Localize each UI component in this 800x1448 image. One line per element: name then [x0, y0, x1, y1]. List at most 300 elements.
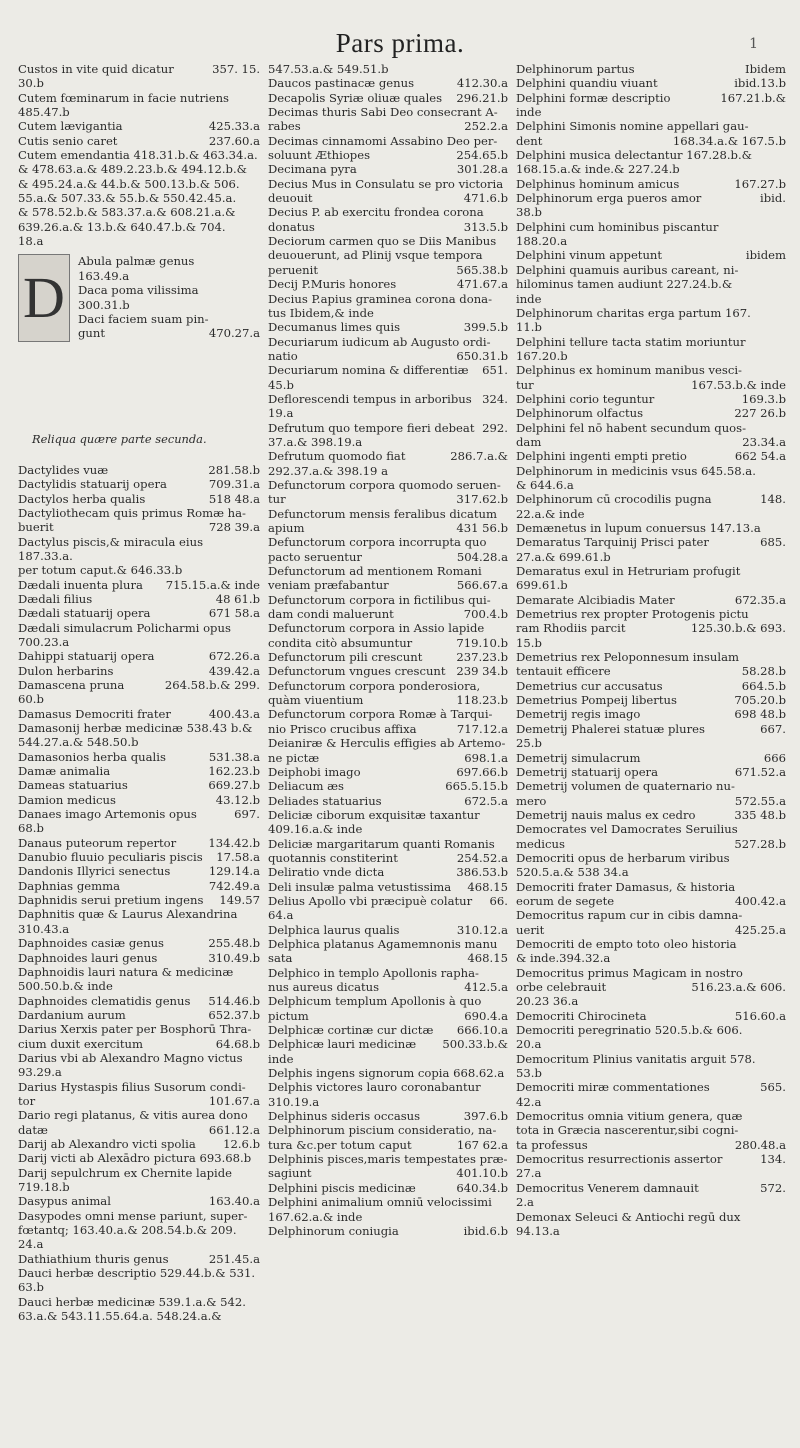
index-entry [78, 254, 260, 268]
index-entry [18, 1209, 260, 1223]
entry-text: Demetrius rex Peloponnesum insulam [516, 650, 739, 665]
entry-text: Darij sepulchrum ex Chernite lapide [18, 1165, 233, 1180]
entry-text: donatus [268, 219, 315, 234]
index-entry [516, 564, 786, 578]
entry-text: 163.49.a [78, 268, 130, 283]
entry-text: Defunctorum ad mentionem Romani [268, 564, 482, 579]
entry-reference: 280.48.a [734, 1137, 786, 1152]
index-entry [78, 269, 260, 283]
entry-reference: 471.6.b [463, 191, 508, 206]
entry-text: Delphini quandiu viuant [516, 76, 658, 91]
entry-text: Daphnoides clematidis genus [18, 993, 191, 1008]
index-entry [268, 507, 508, 521]
entry-text: Delphini musica delectantur 167.28.b.& [516, 148, 752, 163]
entry-text: Demetrij regis imago [516, 707, 641, 722]
index-entry [268, 894, 508, 908]
index-entry [18, 893, 260, 907]
entry-text: 639.26.a.& 13.b.& 640.47.b.& 704. [18, 219, 226, 234]
entry-text: 310.19.a [268, 1094, 320, 1109]
entry-text: Delphinis pisces,maris tempestates præ- [268, 1152, 508, 1167]
entry-text: Decuriarum nomina & differentiæ [268, 363, 469, 378]
index-entry [18, 1166, 260, 1180]
index-entry [516, 722, 786, 736]
entry-text: 38.b [516, 205, 542, 220]
index-entry [268, 1066, 508, 1080]
entry-reference: 652.37.b [208, 1007, 260, 1022]
entry-text: Abula palmæ genus [78, 254, 195, 269]
entry-text: Daphnoides casiæ genus [18, 936, 164, 951]
index-entry [18, 520, 260, 534]
index-entry [516, 220, 786, 234]
entry-text: Demarate Alcibiadis Mater [516, 592, 675, 607]
index-entry [516, 894, 786, 908]
col1-bottom-entries [18, 463, 260, 1324]
entry-text: Deliciæ margaritarum quanti Romanis [268, 836, 495, 851]
entry-reference: ibid.13.b [734, 76, 786, 91]
index-entry [268, 1166, 508, 1180]
entry-text: 19.a [268, 406, 294, 421]
entry-text: Damasonios herba qualis [18, 749, 166, 764]
index-entry [268, 1123, 508, 1137]
entry-text: Decuriarum iudicum ab Augusto ordi- [268, 334, 491, 349]
entry-text: Danaes imago Artemonis opus [18, 807, 197, 822]
index-entry [18, 1151, 260, 1165]
index-entry [516, 1166, 786, 1180]
entry-text: 42.a [516, 1094, 542, 1109]
entry-text: Delphinorum partus [516, 62, 635, 76]
entry-text: Darius vbi ab Alexandro Magno victus [18, 1050, 243, 1065]
entry-reference: 335 48.b [734, 807, 786, 822]
index-entry [516, 1109, 786, 1123]
entry-text: & inde.394.32.a [516, 951, 611, 966]
index-entry [18, 664, 260, 678]
entry-reference: 125.30.b.& 693. [690, 621, 786, 636]
index-entry [516, 779, 786, 793]
entry-text: Delphinorum coniugia [268, 1223, 399, 1238]
index-entry [18, 1295, 260, 1309]
entry-text: Delphinorum cū crocodilis pugna [516, 492, 712, 507]
entry-text: inde [516, 291, 542, 306]
entry-text: Demetrij nauis malus ex cedro [516, 807, 696, 822]
index-entry [516, 76, 786, 90]
entry-text: Delius Apollo vbi præcipuè colatur [268, 893, 473, 908]
entry-text: Daphnias gemma [18, 878, 121, 893]
entry-text: Decimas thuris Sabi Deo consecrant A- [268, 105, 498, 120]
entry-text: Decapolis Syriæ oliuæ quales [268, 90, 443, 105]
entry-reference: 698 48.b [734, 707, 786, 722]
index-entry [268, 1152, 508, 1166]
entry-reference: 167.27.b [734, 176, 786, 191]
entry-text: tota in Græcia nascerentur,sibi cogni- [516, 1123, 739, 1138]
entry-text: Delphini vinum appetunt [516, 248, 663, 263]
entry-text: Deliciæ ciborum exquisitæ taxantur [268, 807, 480, 822]
index-entry [18, 1252, 260, 1266]
index-entry [516, 550, 786, 564]
entry-reference: 669.27.b [208, 778, 260, 793]
entry-text: Defrutum quo tempore fieri debeat [268, 420, 475, 435]
entry-text: Daphnoidis lauri natura & medicinæ [18, 964, 234, 979]
entry-text: peruenit [268, 262, 318, 277]
entry-text: Daci faciem suam pin- [78, 311, 209, 326]
index-entry [516, 205, 786, 219]
entry-reference: 471.67.a [456, 277, 508, 292]
entry-reference: 715.15.a.& inde [165, 577, 260, 592]
entry-text: quotannis constiterint [268, 850, 398, 865]
index-entry [18, 463, 260, 477]
entry-reference: 252.2.a [464, 119, 508, 134]
index-entry [268, 808, 508, 822]
index-entry [268, 363, 508, 377]
entry-text: Delphini cum hominibus piscantur [516, 219, 719, 234]
index-entry [516, 1152, 786, 1166]
entry-reference: 514.46.b [208, 993, 260, 1008]
entry-text: Decij P.Muris honores [268, 277, 397, 292]
index-entry [516, 421, 786, 435]
entry-text: Demaratus Tarquinij Prisci pater [516, 535, 709, 550]
entry-reference: 292. [482, 420, 508, 435]
entry-reference: 286.7.a.& [450, 449, 508, 464]
entry-text: Dandonis Illyrici senectus [18, 864, 171, 879]
entry-text: Delphini corio teguntur [516, 391, 655, 406]
index-entry [516, 1095, 786, 1109]
entry-text: Damascena pruna [18, 677, 125, 692]
index-entry [18, 134, 260, 148]
entry-text: Democriti miræ commentationes [516, 1080, 710, 1095]
entry-text: Delphini ingenti empti pretio [516, 449, 687, 464]
index-entry [18, 1123, 260, 1137]
entry-text: rabes [268, 119, 301, 134]
entry-reference: 301.28.a [456, 162, 508, 177]
index-entry [516, 650, 786, 664]
entry-reference: 690.4.a [464, 1008, 508, 1023]
entry-reference: 566.67.a [456, 578, 508, 593]
index-entry [18, 1194, 260, 1208]
entry-reference: 671 58.a [208, 606, 260, 621]
entry-reference: 527.28.b [734, 836, 786, 851]
entry-text: 94.13.a [516, 1223, 560, 1238]
entry-text: Defunctorum corpora in Assio lapide [268, 621, 485, 636]
entry-text: gunt [78, 326, 106, 341]
index-entry [268, 464, 508, 478]
entry-reference: 101.67.a [208, 1093, 260, 1108]
index-entry [18, 1237, 260, 1251]
index-entry [268, 636, 508, 650]
entry-text: dent [516, 133, 543, 148]
entry-text: 93.29.a [18, 1065, 62, 1080]
index-entry [18, 1094, 260, 1108]
entry-text: Dameas statuarius [18, 778, 128, 793]
index-entry [18, 1008, 260, 1022]
entry-text: 520.5.a.& 538 34.a [516, 865, 629, 880]
entry-text: Decius P. ab exercitu frondea corona [268, 205, 484, 220]
entry-reference: 167.21.b.& [720, 90, 786, 105]
entry-text: Damæ animalia [18, 764, 111, 779]
entry-text: Defunctorum corpora ponderosiora, [268, 678, 481, 693]
index-entry [18, 864, 260, 878]
entry-text: Democritus omnia vitium genera, quæ [516, 1109, 743, 1124]
index-entry [78, 326, 260, 340]
index-entry [516, 707, 786, 721]
index-entry [268, 621, 508, 635]
entry-reference: 672.26.a [208, 649, 260, 664]
entry-text: 15.b [516, 635, 542, 650]
entry-text: Demetrij volumen de quaternario nu- [516, 779, 735, 794]
index-entry [268, 994, 508, 1008]
entry-text: 292.37.a.& 398.19 a [268, 463, 389, 478]
index-entry [516, 521, 786, 535]
entry-reference: 58.28.b [741, 664, 786, 679]
index-entry [516, 292, 786, 306]
index-entry [516, 1066, 786, 1080]
entry-text: Delphinorum olfactus [516, 406, 644, 421]
entry-text: Dathiathium thuris genus [18, 1251, 169, 1266]
entry-reference: 425.33.a [208, 119, 260, 134]
entry-reference: Ibidem [745, 62, 786, 76]
index-entry [268, 392, 508, 406]
entry-text: Dactylus piscis,& miracula eius 187.33.a. [18, 534, 204, 563]
index-entry [516, 636, 786, 650]
index-entry [268, 449, 508, 463]
entry-reference: 698.1.a [464, 750, 508, 765]
index-entry [18, 1309, 260, 1323]
index-entry [268, 162, 508, 176]
entry-text: Delphis victores lauro coronabantur [268, 1080, 481, 1095]
entry-reference: 264.58.b.& 299. [164, 677, 260, 692]
index-entry [268, 693, 508, 707]
entry-text: Demaratus exul in Hetruriam profugit [516, 564, 741, 579]
entry-text: 18.a [18, 234, 44, 249]
entry-text: 11.b [516, 320, 542, 335]
index-entry [268, 865, 508, 879]
entry-text: Delphini Simonis nomine appellari gau- [516, 119, 749, 134]
entry-text: Deianiræ & Herculis effigies ab Artemo- [268, 736, 506, 751]
index-entry [268, 378, 508, 392]
index-entry [268, 105, 508, 119]
index-entry [516, 1037, 786, 1051]
entry-reference: 169.3.b [741, 391, 786, 406]
entry-text: dam condi maluerunt [268, 607, 394, 622]
index-entry [516, 392, 786, 406]
index-entry [18, 764, 260, 778]
index-entry [516, 248, 786, 262]
entry-text: Daucos pastinacæ genus [268, 76, 415, 91]
index-entry [18, 1065, 260, 1079]
entry-text: 300.31.b [78, 297, 130, 312]
entry-reference: 565.38.b [456, 262, 508, 277]
index-entry [18, 76, 260, 90]
index-entry [18, 1051, 260, 1065]
entry-reference: 129.14.a [208, 864, 260, 879]
index-entry [18, 621, 260, 635]
index-entry [516, 507, 786, 521]
entry-text: Demonax Seleuci & Antiochi regū dux [516, 1209, 741, 1224]
index-entry [268, 966, 508, 980]
entry-text: 2.a [516, 1195, 534, 1210]
index-entry [268, 751, 508, 765]
index-entry [516, 277, 786, 291]
entry-text: inde [268, 1051, 294, 1066]
index-entry [516, 765, 786, 779]
entry-text: 485.47.b [18, 105, 70, 120]
index-entry [516, 607, 786, 621]
entry-reference: 168.34.a.& 167.5.b [672, 133, 786, 148]
entry-reference: ibidem [745, 248, 786, 263]
entry-text: Dauci herbæ descriptio 529.44.b.& 531. [18, 1266, 256, 1281]
entry-text: Democritus Venerem damnauit [516, 1180, 699, 1195]
index-entry [516, 966, 786, 980]
entry-text: Darij victi ab Alexādro pictura 693.68.b [18, 1151, 252, 1166]
entry-reference: 650.31.b [456, 348, 508, 363]
entry-text: Delphinorum piscium consideratio, na- [268, 1123, 497, 1138]
index-entry [516, 751, 786, 765]
entry-reference: 324. [482, 391, 508, 406]
entry-text: Democritus resurrectionis assertor [516, 1152, 723, 1167]
entry-text: condita citò absumuntur [268, 635, 413, 650]
entry-reference: 719.10.b [456, 635, 508, 650]
entry-text: Defunctorum corpora quomodo seruen- [268, 477, 501, 492]
index-entry [268, 263, 508, 277]
entry-text: soluunt Æthiopes [268, 148, 371, 163]
index-entry [516, 980, 786, 994]
entry-text: Damasonij herbæ medicinæ 538.43 b.& [18, 721, 253, 735]
entry-text: Demetrij simulacrum [516, 750, 641, 765]
entry-text: veniam præfabantur [268, 578, 389, 593]
entry-text: Deliades statuarius [268, 793, 382, 808]
index-entry [268, 650, 508, 664]
entry-text: Deli insulæ palma vetustissima [268, 879, 452, 894]
entry-text: Delphini animalium omniū velocissimi [268, 1195, 492, 1210]
entry-text: inde [516, 105, 542, 120]
index-entry [268, 851, 508, 865]
entry-reference: 468.15 [467, 879, 508, 894]
entry-reference: 23.34.a [742, 434, 786, 449]
index-entry [516, 234, 786, 248]
entry-text: Dædali simulacrum Policharmi opus [18, 620, 231, 635]
entry-text: 30.b [18, 76, 44, 91]
index-entry [516, 951, 786, 965]
col1-top-entries [18, 62, 260, 248]
index-entry [78, 312, 260, 326]
index-entry [268, 1052, 508, 1066]
index-entry [18, 994, 260, 1008]
entry-text: 719.18.b [18, 1180, 70, 1194]
index-entry [18, 592, 260, 606]
entry-reference: 397.6.b [463, 1109, 508, 1124]
index-entry [516, 908, 786, 922]
entry-text: 60.b [18, 692, 44, 707]
index-entry [268, 234, 508, 248]
entry-text: Dactylides vuæ [18, 462, 109, 477]
index-entry [268, 923, 508, 937]
index-entry [268, 980, 508, 994]
entry-text: Dædali filius [18, 591, 93, 606]
entry-text: 68.b [18, 821, 44, 836]
index-entry [268, 1195, 508, 1209]
index-entry [268, 1080, 508, 1094]
entry-text: 53.b [516, 1066, 542, 1081]
entry-text: Darius Xerxis pater per Bosphorū Thra- [18, 1022, 252, 1037]
index-entry [516, 664, 786, 678]
index-entry [516, 679, 786, 693]
entry-reference: 412.30.a [456, 76, 508, 91]
index-entry [516, 1224, 786, 1238]
entry-text: 409.16.a.& inde [268, 822, 363, 837]
entry-reference: 516.60.a [734, 1008, 786, 1023]
entry-reference: 43.12.b [215, 792, 260, 807]
entry-text: Decumanus limes quis [268, 320, 401, 335]
index-entry [268, 707, 508, 721]
entry-text: Delphicum templum Apollonis à quo [268, 994, 482, 1009]
index-entry [18, 148, 260, 162]
entry-reference: 357. 15. [212, 62, 260, 76]
entry-text: Delphinorum erga pueros amor [516, 191, 702, 206]
entry-reference: 239 34.b [456, 664, 508, 679]
index-entry [78, 298, 260, 312]
entry-text: ta professus [516, 1137, 588, 1152]
entry-text: tor [18, 1093, 36, 1108]
entry-text: & 478.63.a.& 489.2.23.b.& 494.12.b.& [18, 162, 247, 177]
index-entry [18, 922, 260, 936]
index-entry [18, 492, 260, 506]
index-entry [516, 1009, 786, 1023]
entry-text: pacto seruentur [268, 549, 362, 564]
entry-reference: 134. [760, 1152, 786, 1167]
entry-text: Damasus Democriti frater [18, 706, 171, 721]
entry-reference: 237.60.a [208, 133, 260, 148]
entry-text: Demetrij Phalerei statuæ plures [516, 721, 705, 736]
index-entry [18, 735, 260, 749]
index-entry [18, 506, 260, 520]
index-entry [268, 794, 508, 808]
entry-reference: 728 39.a [208, 520, 260, 535]
entry-text: 45.b [268, 377, 294, 392]
index-entry [268, 937, 508, 951]
entry-reference: 310.12.a [456, 922, 508, 937]
index-entry [268, 550, 508, 564]
index-entry [516, 736, 786, 750]
index-entry [18, 1223, 260, 1237]
entry-text: Danubio fluuio peculiaris piscis [18, 850, 203, 865]
entry-reference: 167 62.a [456, 1137, 508, 1152]
entry-text: Cutem fœminarum in facie nutriens [18, 90, 229, 105]
entry-text: Democriti de empto toto oleo historia [516, 936, 737, 951]
index-entry [18, 91, 260, 105]
entry-reference: 667. [760, 721, 786, 736]
entry-text: Darij ab Alexandro victi spolia [18, 1136, 196, 1151]
entry-text: 167.62.a.& inde [268, 1209, 363, 1224]
entry-reference: 697.66.b [456, 764, 508, 779]
entry-text: orbe celebrauit [516, 980, 607, 994]
index-entry [268, 435, 508, 449]
entry-text: Deiphobi imago [268, 764, 361, 779]
entry-text: Defunctorum vngues crescunt [268, 664, 446, 679]
index-entry [516, 808, 786, 822]
entry-text: & 495.24.a.& 44.b.& 500.13.b.& 506. [18, 176, 240, 191]
entry-reference: 518 48.a [208, 491, 260, 506]
entry-text: 20.a [516, 1037, 542, 1052]
entry-text: tura &c.per totum caput [268, 1137, 412, 1152]
entry-text: 500.50.b.& inde [18, 979, 113, 994]
entry-text: quàm viuentium [268, 693, 364, 708]
index-entry [516, 1023, 786, 1037]
index-entry [516, 880, 786, 894]
entry-text: Delphico in templo Apollonis rapha- [268, 965, 479, 980]
index-entry [18, 234, 260, 248]
index-entry [516, 320, 786, 334]
index-entry [268, 1210, 508, 1224]
entry-reference: 664.5.b [741, 678, 786, 693]
index-entry [268, 1023, 508, 1037]
